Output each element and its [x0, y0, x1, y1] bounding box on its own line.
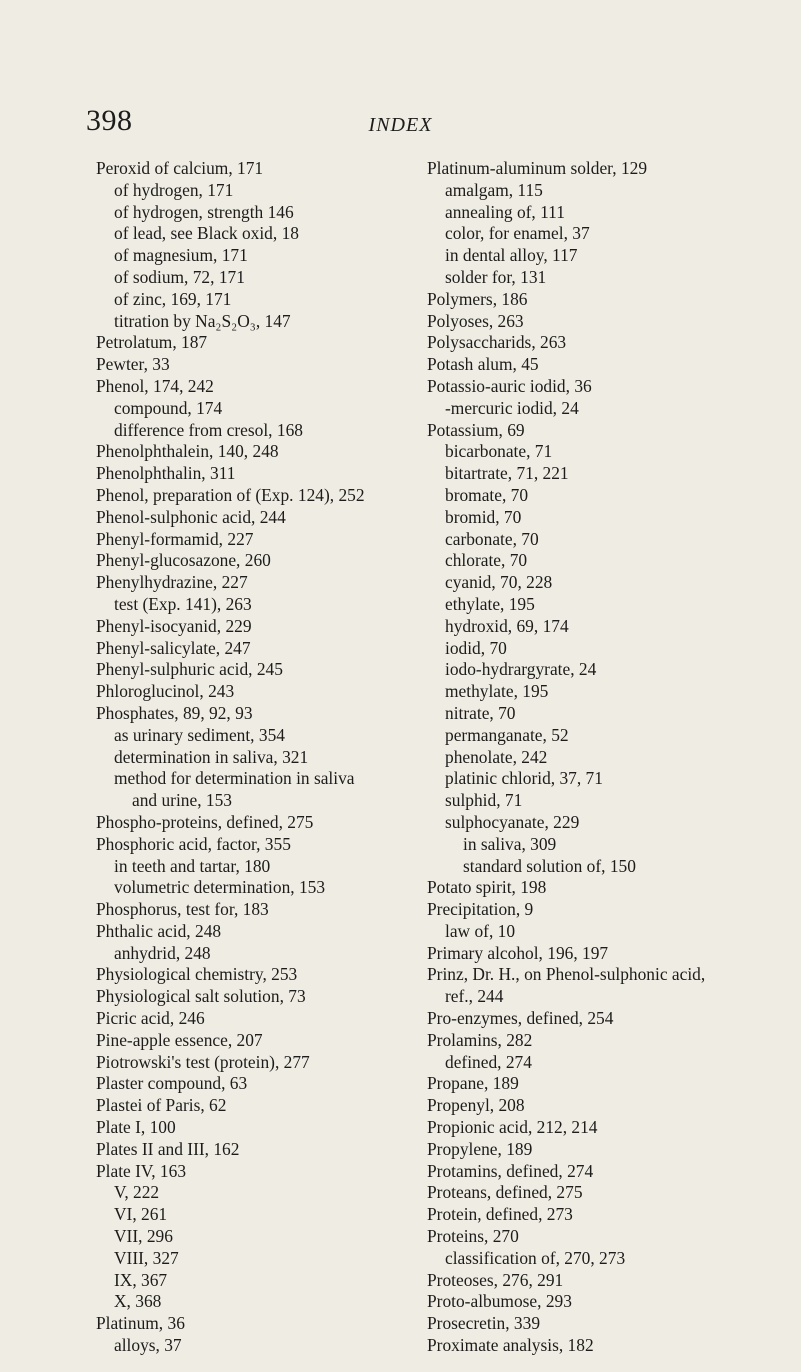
index-entry: Phenol, 174, 242 — [96, 375, 214, 396]
index-subentry: in saliva, 309 — [463, 833, 557, 854]
index-entry: Proximate analysis, 182 — [427, 1335, 594, 1356]
index-subentry: difference from cresol, 168 — [114, 419, 303, 440]
index-subentry: determination in saliva, 321 — [114, 746, 309, 767]
index-subentry: X, 368 — [114, 1291, 162, 1312]
index-entry: Platinum-aluminum solder, 129 — [427, 158, 648, 178]
running-head: INDEX — [368, 114, 433, 136]
index-subentry: IX, 367 — [114, 1269, 168, 1290]
index-entry: Polymers, 186 — [427, 288, 528, 309]
index-subentry: cyanid, 70, 228 — [445, 572, 553, 593]
index-subentry: ethylate, 195 — [445, 593, 535, 614]
index-subentry: nitrate, 70 — [445, 702, 516, 723]
index-entry: Phosphates, 89, 92, 93 — [96, 702, 253, 723]
index-entry: Petrolatum, 187 — [96, 332, 208, 353]
index-entry: Propenyl, 208 — [427, 1095, 525, 1116]
index-subentry: bromate, 70 — [445, 484, 529, 505]
index-subentry: of lead, see Black oxid, 18 — [114, 223, 299, 244]
index-subentry: VI, 261 — [114, 1204, 168, 1225]
index-entry: Phenyl-sulphuric acid, 245 — [96, 659, 283, 680]
index-subentry: solder for, 131 — [445, 266, 547, 287]
index-entry: Picric acid, 246 — [96, 1008, 205, 1029]
index-subentry: bitartrate, 71, 221 — [445, 463, 569, 484]
index-entry: Phenolphthalein, 140, 248 — [96, 441, 279, 462]
index-entry: Pewter, 33 — [96, 354, 170, 375]
index-entry: Phenol-sulphonic acid, 244 — [96, 506, 286, 527]
index-entry: Plates II and III, 162 — [96, 1138, 240, 1159]
index-subentry: sulphocyanate, 229 — [445, 811, 580, 832]
index-subentry: amalgam, 115 — [445, 179, 543, 200]
index-subentry: VIII, 327 — [114, 1247, 179, 1268]
index-subentry: method for determination in saliva — [114, 768, 355, 789]
index-entry: Pine-apple essence, 207 — [96, 1029, 263, 1050]
index-entry: Proto-albumose, 293 — [427, 1291, 572, 1312]
index-subentry: in dental alloy, 117 — [445, 245, 578, 266]
index-entry: Piotrowski's test (protein), 277 — [96, 1051, 310, 1072]
index-subentry: iodo-hydrargyrate, 24 — [445, 659, 597, 680]
index-entry: Prinz, Dr. H., on Phenol-sulphonic acid, — [427, 964, 706, 985]
index-subentry: hydroxid, 69, 174 — [445, 615, 569, 636]
index-subentry: of hydrogen, strength 146 — [114, 201, 294, 222]
index-subentry: volumetric determination, 153 — [114, 877, 326, 898]
index-entry: Phenolphthalin, 311 — [96, 463, 236, 484]
index-entry: Plastei of Paris, 62 — [96, 1095, 227, 1116]
index-subentry: anhydrid, 248 — [114, 942, 211, 963]
index-subentry: iodid, 70 — [445, 637, 507, 658]
index-subentry: defined, 274 — [445, 1051, 532, 1072]
index-entry: Phospho-proteins, defined, 275 — [96, 811, 314, 832]
index-entry: Potassium, 69 — [427, 419, 525, 440]
index-subentry: classification of, 270, 273 — [445, 1247, 626, 1268]
index-entry: Potato spirit, 198 — [427, 877, 547, 898]
index-subentry: of zinc, 169, 171 — [114, 288, 232, 309]
index-subentry: of magnesium, 171 — [114, 245, 248, 266]
index-subentry: V, 222 — [114, 1182, 160, 1203]
index-subentry: bicarbonate, 71 — [445, 441, 553, 462]
index-subentry: VII, 296 — [114, 1226, 173, 1247]
index-subentry: compound, 174 — [114, 397, 223, 418]
index-entry: Protein, defined, 273 — [427, 1204, 573, 1225]
index-subentry: -mercuric iodid, 24 — [445, 397, 579, 418]
index-entry: Polysaccharids, 263 — [427, 332, 567, 353]
index-entry: Phenylhydrazine, 227 — [96, 572, 248, 593]
page-header — [0, 100, 801, 140]
index-subentry: chlorate, 70 — [445, 550, 528, 571]
index-entry: Phthalic acid, 248 — [96, 920, 222, 941]
index-entry: Phenol, preparation of (Exp. 124), 252 — [96, 484, 365, 505]
index-entry: Propane, 189 — [427, 1073, 519, 1094]
index-subentry: of sodium, 72, 171 — [114, 266, 245, 287]
index-entry: Proteins, 270 — [427, 1226, 519, 1247]
index-subentry: law of, 10 — [445, 920, 516, 941]
index-entry: Pro-enzymes, defined, 254 — [427, 1008, 614, 1029]
index-entry: Peroxid of calcium, 171 — [96, 158, 264, 178]
index-subentry: ref., 244 — [445, 986, 504, 1007]
index-subentry: color, for enamel, 37 — [445, 223, 590, 244]
index-column-right — [427, 158, 787, 1357]
index-entry: Precipitation, 9 — [427, 899, 534, 920]
index-entry: Platinum, 36 — [96, 1313, 185, 1334]
index-entry: Protamins, defined, 274 — [427, 1160, 594, 1181]
index-subentry: methylate, 195 — [445, 681, 549, 702]
index-subentry: titration by Na₂S₂O₃, 147 — [114, 310, 291, 331]
index-subentry: in teeth and tartar, 180 — [114, 855, 271, 876]
index-entry: Prolamins, 282 — [427, 1029, 533, 1050]
index-entry: Potassio-auric iodid, 36 — [427, 375, 592, 396]
index-subentry: carbonate, 70 — [445, 528, 539, 549]
index-entry: Physiological salt solution, 73 — [96, 986, 306, 1007]
index-entry: Primary alcohol, 196, 197 — [427, 942, 609, 963]
index-subentry: sulphid, 71 — [445, 790, 523, 811]
index-entry: Proteoses, 276, 291 — [427, 1269, 564, 1290]
index-subentry: permanganate, 52 — [445, 724, 569, 745]
index-entry: Plate I, 100 — [96, 1117, 176, 1138]
index-entry: Plate IV, 163 — [96, 1160, 187, 1181]
index-entry: Phosphoric acid, factor, 355 — [96, 833, 291, 854]
index-subentry: annealing of, 111 — [445, 201, 565, 222]
index-column-left — [96, 158, 428, 1357]
index-entry: Potash alum, 45 — [427, 354, 539, 375]
index-entry: Physiological chemistry, 253 — [96, 964, 298, 985]
index-subentry: platinic chlorid, 37, 71 — [445, 768, 603, 789]
index-entry: Polyoses, 263 — [427, 310, 524, 331]
index-subentry: and urine, 153 — [132, 790, 232, 811]
index-entry: Phloroglucinol, 243 — [96, 681, 235, 702]
page-number: 398 — [86, 104, 133, 137]
index-entry: Plaster compound, 63 — [96, 1073, 248, 1094]
index-entry: Phosphorus, test for, 183 — [96, 899, 269, 920]
index-entry: Phenyl-isocyanid, 229 — [96, 615, 252, 636]
index-subentry: phenolate, 242 — [445, 746, 548, 767]
index-subentry: standard solution of, 150 — [463, 855, 636, 876]
index-subentry: of hydrogen, 171 — [114, 179, 234, 200]
index-subentry: alloys, 37 — [114, 1335, 182, 1356]
index-entry: Propylene, 189 — [427, 1138, 533, 1159]
index-entry: Phenyl-formamid, 227 — [96, 528, 254, 549]
index-subentry: bromid, 70 — [445, 506, 522, 527]
index-entry: Phenyl-glucosazone, 260 — [96, 550, 271, 571]
index-entry: Phenyl-salicylate, 247 — [96, 637, 251, 658]
index-subentry: as urinary sediment, 354 — [114, 724, 285, 745]
index-entry: Prosecretin, 339 — [427, 1313, 541, 1334]
index-entry: Propionic acid, 212, 214 — [427, 1117, 598, 1138]
index-subentry: test (Exp. 141), 263 — [114, 593, 252, 614]
index-entry: Proteans, defined, 275 — [427, 1182, 583, 1203]
